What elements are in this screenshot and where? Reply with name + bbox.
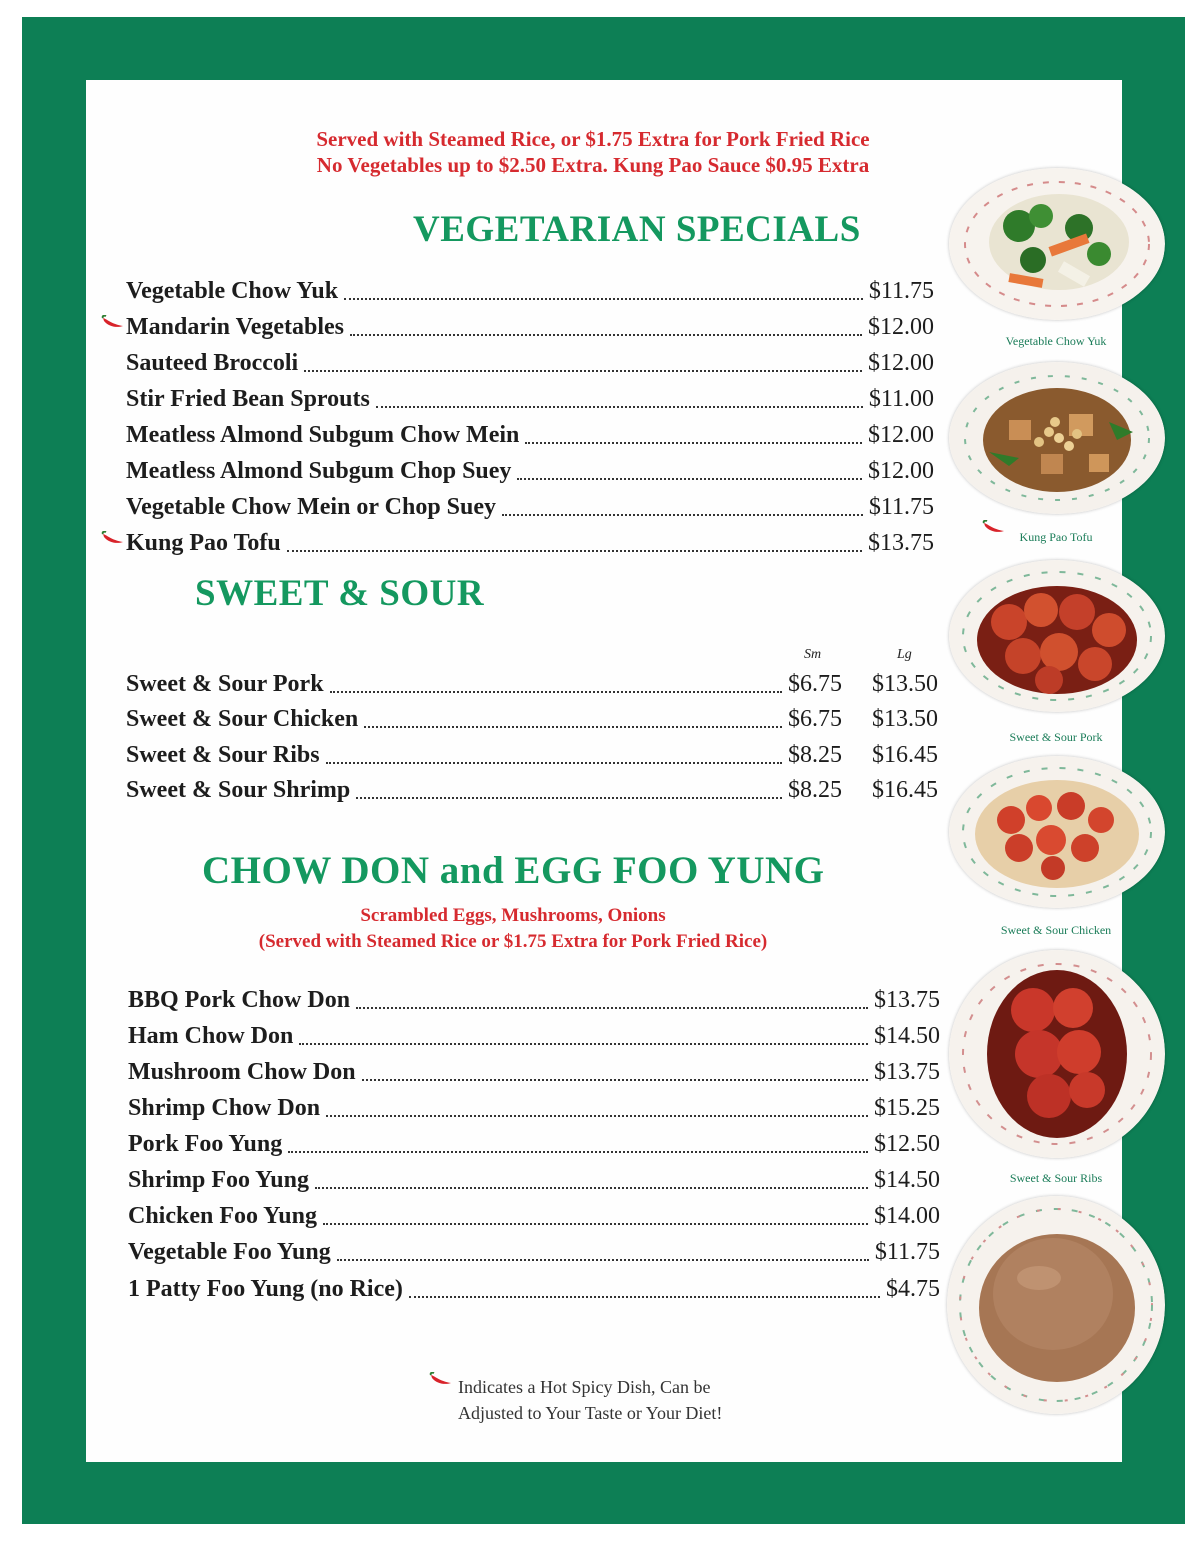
item-name: Meatless Almond Subgum Chop Suey <box>126 457 512 484</box>
dish-photo-egg-foo-yung <box>947 1196 1165 1414</box>
spicy-legend-line-1: Indicates a Hot Spicy Dish, Can be <box>458 1377 711 1397</box>
item-price: $12.00 <box>868 421 934 448</box>
leader-dots <box>326 1115 868 1117</box>
item-name: Stir Fried Bean Sprouts <box>126 385 370 412</box>
item-price: $12.00 <box>868 349 934 376</box>
leader-dots <box>356 1007 868 1009</box>
item-name: Sweet & Sour Chicken <box>126 705 359 732</box>
leader-dots <box>350 334 862 336</box>
leader-dots <box>409 1296 880 1298</box>
item-price-small: $6.75 <box>788 705 842 732</box>
menu-item <box>126 772 938 808</box>
item-price-large: $13.50 <box>872 670 938 697</box>
item-name: Mushroom Chow Don <box>128 1058 356 1085</box>
chili-pepper-icon <box>101 531 125 545</box>
leader-dots <box>330 691 782 693</box>
chow-don-note <box>180 903 846 955</box>
intro-line-2: No Vegetables up to $2.50 Extra. Kung Pao Sauce $0.95 Extra <box>316 153 870 177</box>
menu-item <box>128 1126 940 1162</box>
menu-item <box>128 982 940 1018</box>
item-name: Vegetable Chow Yuk <box>126 277 339 304</box>
leader-dots <box>502 514 863 516</box>
chili-pepper-icon <box>982 520 1006 534</box>
spicy-legend-line-2: Adjusted to Your Taste or Your Diet! <box>458 1403 723 1423</box>
item-price-large: $16.45 <box>872 741 938 768</box>
item-price: $15.25 <box>874 1094 940 1121</box>
sweet-sour-heading: SWEET & SOUR <box>195 573 485 614</box>
dish-photo-sweet-sour-pork <box>949 560 1165 712</box>
item-price-small: $8.25 <box>788 776 842 803</box>
item-price: $12.00 <box>868 313 934 340</box>
item-name: Ham Chow Don <box>128 1022 294 1049</box>
item-price: $11.00 <box>868 385 934 412</box>
item-price-large: $16.45 <box>872 776 938 803</box>
leader-dots <box>525 442 862 444</box>
leader-dots <box>517 478 862 480</box>
item-name: BBQ Pork Chow Don <box>128 986 351 1013</box>
item-price-small: $8.25 <box>788 741 842 768</box>
chow-don-note-line-1: Scrambled Eggs, Mushrooms, Onions <box>360 905 666 926</box>
dish-photo-sweet-sour-ribs <box>949 950 1165 1158</box>
item-name: Vegetable Chow Mein or Chop Suey <box>126 493 497 520</box>
item-price: $14.50 <box>874 1166 940 1193</box>
item-name: Sweet & Sour Shrimp <box>126 776 351 803</box>
menu-item <box>126 489 934 525</box>
leader-dots <box>323 1223 868 1225</box>
leader-dots <box>315 1187 868 1189</box>
photo-caption: Vegetable Chow Yuk <box>1005 334 1107 348</box>
dish-photo-vegetable-chow-yuk <box>949 168 1165 320</box>
dish-photo-kung-pao-tofu <box>949 362 1165 514</box>
menu-item <box>128 1018 940 1054</box>
chow-don-heading: CHOW DON and EGG FOO YUNG <box>202 849 825 892</box>
vegetarian-heading: VEGETARIAN SPECIALS <box>413 209 861 250</box>
leader-dots <box>337 1259 869 1261</box>
leader-dots <box>362 1079 868 1081</box>
item-name: Sweet & Sour Pork <box>126 670 324 697</box>
menu-item <box>126 666 938 702</box>
item-name: Pork Foo Yung <box>128 1130 283 1157</box>
photo-caption: Sweet & Sour Chicken <box>1000 923 1112 937</box>
item-price: $14.50 <box>874 1022 940 1049</box>
intro-note <box>230 126 956 178</box>
item-price: $13.75 <box>868 529 934 556</box>
photo-caption: Kung Pao Tofu <box>1019 530 1093 544</box>
leader-dots <box>287 550 862 552</box>
menu-item <box>126 525 934 561</box>
item-name: Chicken Foo Yung <box>128 1202 317 1229</box>
leader-dots <box>356 797 782 799</box>
dish-photo-sweet-sour-chicken <box>949 756 1165 908</box>
menu-item <box>126 417 934 453</box>
chow-don-note-line-2: (Served with Steamed Rice or $1.75 Extra for Pork Fried Rice) <box>258 931 768 952</box>
photo-caption: Sweet & Sour Pork <box>1009 730 1103 744</box>
item-name: 1 Patty Foo Yung (no Rice) <box>128 1275 403 1302</box>
item-name: Mandarin Vegetables <box>126 313 345 340</box>
menu-item <box>126 701 938 737</box>
item-name: Shrimp Foo Yung <box>128 1166 309 1193</box>
menu-item <box>128 1271 940 1307</box>
item-price-small: $6.75 <box>788 670 842 697</box>
menu-item <box>128 1054 940 1090</box>
item-price: $14.00 <box>874 1202 940 1229</box>
item-price: $11.75 <box>868 277 934 304</box>
leader-dots <box>376 406 863 408</box>
menu-item <box>128 1234 940 1270</box>
leader-dots <box>344 298 863 300</box>
item-name: Shrimp Chow Don <box>128 1094 321 1121</box>
menu-item <box>126 345 934 381</box>
menu-item <box>128 1090 940 1126</box>
chili-pepper-icon <box>101 315 125 329</box>
leader-dots <box>288 1151 868 1153</box>
item-name: Meatless Almond Subgum Chow Mein <box>126 421 520 448</box>
chili-pepper-icon <box>429 1372 453 1386</box>
item-price: $12.50 <box>874 1130 940 1157</box>
item-name: Sweet & Sour Ribs <box>126 741 320 768</box>
menu-item <box>126 309 934 345</box>
intro-line-1: Served with Steamed Rice, or $1.75 Extra for Pork Fried Rice <box>316 127 870 151</box>
menu-item <box>126 453 934 489</box>
size-large-header: Lg <box>897 647 912 662</box>
item-price-large: $13.50 <box>872 705 938 732</box>
item-price: $11.75 <box>868 493 934 520</box>
item-name: Vegetable Foo Yung <box>128 1238 331 1265</box>
leader-dots <box>364 726 782 728</box>
menu-item <box>126 737 938 773</box>
leader-dots <box>299 1043 868 1045</box>
photo-caption: Sweet & Sour Ribs <box>1009 1171 1103 1185</box>
leader-dots <box>326 762 782 764</box>
item-price: $12.00 <box>868 457 934 484</box>
menu-item <box>128 1162 940 1198</box>
size-small-header: Sm <box>804 647 822 662</box>
item-price: $13.75 <box>874 1058 940 1085</box>
item-price: $11.75 <box>874 1238 940 1265</box>
item-name: Sauteed Broccoli <box>126 349 299 376</box>
item-price: $4.75 <box>886 1275 940 1302</box>
menu-item <box>128 1198 940 1234</box>
item-name: Kung Pao Tofu <box>126 529 281 556</box>
item-price: $13.75 <box>874 986 940 1013</box>
spicy-legend <box>458 1374 722 1426</box>
menu-item <box>126 381 934 417</box>
leader-dots <box>304 370 862 372</box>
menu-item <box>126 273 934 309</box>
